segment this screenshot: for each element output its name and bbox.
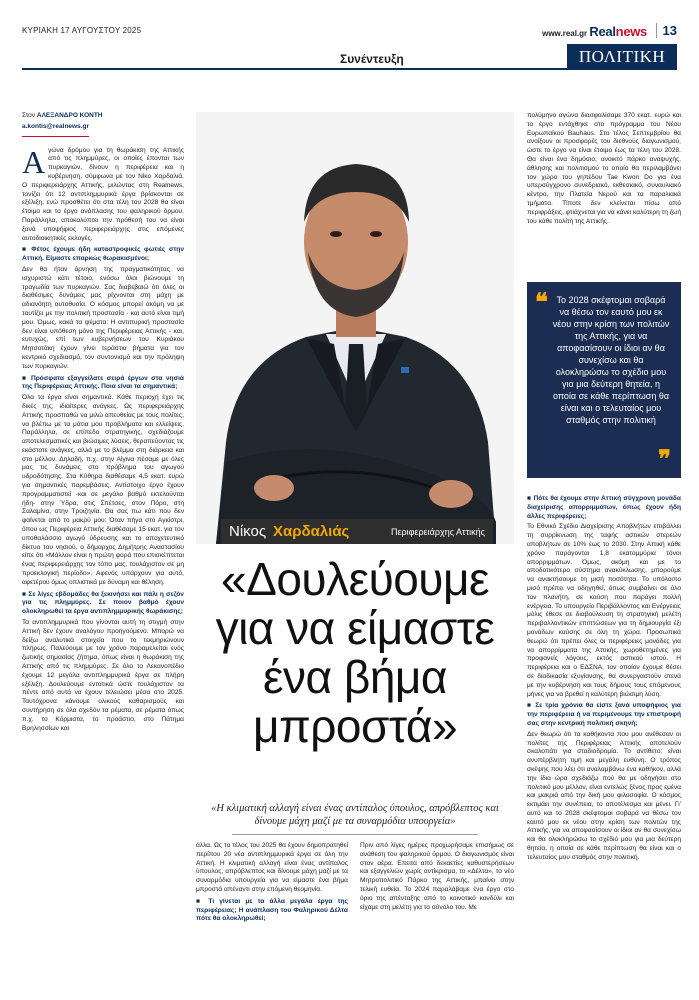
- pull-quote: [527, 282, 681, 478]
- question-3: ■ Σε λίγες εβδομάδες θα ξεκινήσει και πάλι η σεζόν για τις πλημμύρες. Σε ποιον βαθμό έχουν ολοκληρωθεί τα έργα αντιπλημμυρικής θωράκισης;: [22, 591, 184, 617]
- mid-column-2: [360, 842, 514, 992]
- quote-open-icon: ❝: [535, 290, 548, 316]
- question-2: ■ Πρόσφατα εξαγγείλατε σειρά έργων στα νησιά της Περιφέρειας Αττικής. Ποια είναι τα σημαντικά;: [22, 375, 184, 393]
- name-first: Νίκος: [229, 523, 267, 540]
- issue-date: ΚΥΡΙΑΚΗ 17 ΑΥΓΟΥΣΤΟΥ 2025: [22, 26, 142, 35]
- name-caption: [221, 519, 493, 544]
- section-politics-label: ΠΟΛΙΤΙΚΗ: [567, 44, 677, 70]
- mid-column-1: [196, 842, 348, 992]
- mid-paragraph: άλλα. Ως το τέλος του 2025 θα έχουν δημοπρατηθεί περίπου 20 νέα αντιπλημμυρικά έργα σε όλη την Αττική. Η κλιματική αλλαγή είναι ένας αντίπαλος ύπουλος, απρόβλεπτος και δίνουμε μάχη μαζί με τα συναρμόδια υπουργεία για να είμαστε ένα βήμα μπροστά απέναντι στην επόμενη θεομηνία.: [196, 842, 348, 893]
- headline-line: «Δουλεύουμε: [221, 553, 489, 605]
- answer-6: Δεν θεωρώ ότι τα καθήκοντα που μου ανέθεσαν οι πολίτες της Περιφέρειας Αττικής αποτελούν σκαλοπάτι για σταδιοδρομία. Το αντίθετο: είναι ανυπέρβλητη τιμή και μεγάλη ευθύνη. Ο τρόπος σκέψης που λέει ότι αναλαμβάνω ένα καθήκον, αλλά την ίδια ώρα σχεδιάζω πού θα με οδηγήσει στο πολιτικό μου μέλλον, είναι εντελώς ξένος προς εμένα και μακριά από την δική μου φιλοσοφία. Ο κόσμος εκτιμάει την συνέπεια, το αποτέλεσμα και μένει. Γι' αυτό και το 2028 σκέφτομαι σοβαρά να θέσω τον εαυτό μου εκ νέου στην κρίση των πολιτών της Αττικής, για να αποφασίσουν οι ίδιοι αν θα συνεχίσω και θα ολοκληρώσω το σχέδιό μου για μια δεύτερη θητεία, η οποία σε κάθε περίπτωση θα είναι και ο τελευταίος μου σταθμός στην πολιτική.: [527, 730, 681, 861]
- quote-close-icon: ❞: [658, 447, 671, 473]
- brand: [542, 24, 647, 39]
- author-email[interactable]: a.kontis@realnews.gr: [22, 123, 89, 137]
- role-title: Περιφερειάρχης Αττικής: [391, 527, 485, 537]
- deck-divider: [232, 834, 478, 835]
- name-last: Χαρδαλιάς: [273, 523, 350, 540]
- question-1: ■ Φέτος έχουμε ήδη καταστροφικές φωτιές στην Αττική. Είμαστε επαρκώς θωρακισμένοι;: [22, 246, 184, 264]
- right-paragraph: πολύμηνο αγώνα διασφαλίσαμε 370 εκατ. ευρώ και το έργο εντάχθηκε στο πρόγραμμα του Νέου Ευρωπαϊκού Bauhaus. Στο τέλος Σεπτεμβρίου θα ανοίξουν οι προσφορές του διεθνούς διαγωνισμού, ώστε το έργο να είναι έτοιμο έως τα τέλη του 2028. Θα είναι ένα δημόσιο, ανοικτό πάρκο αναψυχής, άθλησης και πολιτισμού το οποίο θα περιλαμβάνει τον χώρο του γηπέδου Tae Kwon Do για ένα υπερσύγχρονο συνεδριακό, εκθεσιακό, συναυλιακό κέντρο, την Πλατεία Νερού και τα παραλιακά τμήματα. Τίποτε δεν κλείνεται πίσω από περιφράξεις, φτιάχνεται για να κάνει καλύτερη τη ζωή του κάθε πολίτη της Αττικής.: [527, 112, 681, 225]
- site-url[interactable]: www.real.gr: [542, 29, 588, 38]
- dropcap: Α: [22, 143, 46, 180]
- masthead: [22, 24, 677, 40]
- section-bar: [22, 44, 677, 70]
- deck-quote: «Η κλιματική αλλαγή είναι ένας αντίπαλος ύπουλος, απρόβλεπτος και δίνουμε μάχη μαζί με τα συναρμόδια υπουργεία»: [211, 803, 499, 827]
- right-column-top: [527, 112, 681, 277]
- mid-paragraph: Πριν από λίγες ημέρες προχωρήσαμε επισήμως σε ανάθεση του φαληρικού όρμου. Ο διαγωνισμός είναι στον αέρα. Επειτα από δεκαετίες καθυστερήσεων και εξαγγελιών χωρίς αντίκρισμα, το «Δέλτα», το νέο Μητροπολιτικό Πάρκο της Αττικής, μπαίνει στην τελική ευθεία. Το 2024 παραλάβαμε ένα έργο στο όριο της απένταξης από το κοινοτικό κονδύλι και είχαμε στη μελέτη για το σύνολο του. Με: [360, 842, 514, 911]
- portrait-illustration: [196, 112, 514, 544]
- right-column-lower: [527, 492, 681, 992]
- answer-1: Δεν θα ήταν άρνηση της πραγματικότητας να ισχυριστώ κάτι τέτοιο, ενόσω όλοι βιώνουμε τη τραγωδία των πυρκαγιών. Σας διαβεβαιώ ότι όλες οι διαθέσιμες δυνάμεις μας ρίχνονται στη μάχη με αδιανόητη αυτοθυσία. Ο κόσμος μπορεί ακόμη να με ταυτίζει με την πολιτική προστασία - και αυτό είναι τιμή μου. Όμως, κακά τα ψέματα: Η αντιπυρική προστασία δεν είναι υπόθεση μόνο της Περιφέρειας Αττικής - και, ευτυχώς, επί των κυβερνήσεων του Κυριάκου Μητσοτάκη έχουν γίνει τεράστια βήματα για τον κεντρικό σχεδιασμό, τον συντονισμό και την πρόληψη των πυρκαγιών.: [22, 265, 184, 370]
- headline: [196, 555, 514, 805]
- author-name: ΑΛΕΞΑΝΔΡΟ ΚΟΝΤΗ: [36, 112, 103, 119]
- page-number: 13: [656, 23, 677, 38]
- question-6: ■ Σε τρία χρόνια θα είστε ξανά υποψήφιος για την περιφέρεια ή να περιμένουμε την επιστροφή σας στην κεντρική πολιτική σκηνή;: [527, 702, 681, 728]
- answer-2: Όλα τα έργα είναι σημαντικά. Κάθε περιοχή έχει τις δικές της, ιδιαίτερες ανάγκες. Ως περιφερειάρχης Αττικής προσπαθώ να μιλώ απευθείας με τους πολίτες, να βλέπω με τα μάτια μου προβλήματα και ελλείψεις. Παράλληλα, σε επίπεδο στρατηγικής, σχεδιάζουμε αποτελεσματικές και βιώσιμες λύσεις, θεραπεύοντας τις εκάστοτε ανάγκες, αλλά με το βλέμμα στη διάρκεια και στο μέλλον. Δηλαδή, π.χ. στην Αίγινα πέσαμε με όλες μας τις δυνάμεις στο πρόβλημα του αγωγού υδροδότησης. Στα Κύθηρα διαθέσαμε 4,5 εκατ. ευρώ για σημαντικές παρεμβάσεις. Αντίστοιχο έργο έχουν προγραμματιστεί -και σε μεγάλο βαθμό εκτελούνται ήδη- στην Ύδρα, στις Σπέτσες, στον Πόρο, στη Σαλαμίνα, στην Τροιζηνία. Θα σας πω κάτι που δεν φαίνεται από το μακρύ μου: Όταν πήγα στο Αγκίστρι, όπου ως Περιφέρεια Αττικής διαθέσαμε 15 εκατ. για τον υποθαλάσσιο αγωγό ύδρευσης και το αποχετευτικό δίκτυο του νησιού, ο δήμαρχος Δημήτρης Αναστασίου είπε ότι «Μάλλον είναι η πρώτη φορά που επισκέπτεται ένας περιφερειάρχης τον τόπο μας, τουλάχιστον σε μη προεκλογική περίοδο». Αφενός υπάρχουν για αυτό, αφετέρου όμως οπλιστικά με δύναμη και θέληση.: [22, 394, 184, 586]
- question-5: ■ Πότε θα έχουμε στην Αττική σύγχρονη μονάδα διαχείρισης απορριμμάτων, όπως έχουν ήδη άλλες περιφέρειες;: [527, 495, 681, 521]
- headline-line: ένα βήμα: [262, 651, 448, 703]
- left-column: [22, 112, 184, 992]
- headline-line: για να είμαστε: [215, 602, 495, 654]
- intro-paragraph: Αγώνα δρόμου για τη θωράκιση της Αττικής από τις πλημμύρες, οι οποίες έπονται των πυρκαγιών, δίνουν η περιφέρεια και η κυβέρνηση, σύμφωνα με τον Νίκο Χαρδαλιά. Ο περιφερειάρχης Αττικής, μιλώντας στη Realnews, τονίζει ότι 12 αντιπλημμυρικά έργα βρίσκονται σε εξέλιξη, ενώ προσθέτει ότι στα τέλη του 2028 θα είναι έτοιμο και το έργο ανάπλασης του φαληρικού όρμου. Παράλληλα, αποκαλύπτει την πρόθεσή του να είναι ξανά υποψήφιος περιφερειάρχης στις επόμενες αυτοδιοικητικές εκλογές.: [22, 143, 184, 242]
- headline-line: μπροστά»: [252, 700, 458, 752]
- question-4: ■ Τι γίνεται με τα άλλα μεγάλα έργα της περιφέρειας; Η ανάπλαση του Φαληρικού Δέλτα πότε θα ολοκληρωθεί;: [196, 898, 348, 924]
- answer-5: Το Εθνικό Σχέδιο Διαχείρισης Αποβλήτων επιβάλλει τη συρρίκνωση της ταφής αστικών στερεών αποβλήτων σε 10% έως το 2030. Στην Αττική κάθε χρόνο παράγονται 1,8 εκατομμύρια τόνοι απορριμμάτων. Όμως, ακόμη και με το αποδοτικότερο σύστημα ανακύκλωσης, μπορούμε να ανακτήσουμε τη μισή ποσότητα. Το υπόλοιπο μισό πρέπει να οδηγηθεί, όπως συμβαίνει σε όλο τον πλανήτη, σε καύση που παράγει πολλή ενέργεια. Το υπουργείο Περιβάλλοντος και Ενέργειας μόλις έθεσε σε διαβούλευση τη στρατηγική μελέτη περιβαλλοντικών επιπτώσεων για τη δημιουργία έξι μονάδων καύσης σε όλη τη χώρα. Προσωπικά θεωρώ ότι πρέπει όλες οι περιφέρειες μονάδες για να απορρίμματα της Αττικής, χωροθετημένες για προφανείς λόγους, εκτός αστικού ιστού. Η περιφέρεια και ο ΕΔΣΝΑ, τον οποίον έχουμε θέσει σε διαδικασία εξυγίανσης, θα συνεργαστούν στενά με την κυβέρνηση και τους δήμους τους επόμενους μήνες για να βρεθεί η καλύτερη βιώσιμη λύση.: [527, 523, 681, 698]
- pull-quote-text: Το 2028 σκέφτομαι σοβαρά να θέσω τον εαυτό μου εκ νέου στην κρίση των πολιτών της Αττικής, για να αποφασίσουν οι ίδιοι αν θα συνεχίσω και θα ολοκληρώσω το σχέδιο μου για μια δεύτερη θητεία, η οποία σε κάθε περίπτωση θα είναι και ο τελευταίος μου σταθμός στην πολιτική: [552, 295, 670, 425]
- answer-3: Τα αντιπλημμυρικά που γίνονται αυτή τη στιγμή στην Αττική δεν έχουν αναλόγου προηγούμενο. Μπορώ να δείξω αναλυτικά στοιχεία που το τεκμηριώνουν πλήρως. Παλεύουμε με τον χρόνο παραμελείται ενός ζωτικής σημασίας ζήτημα, όπως είναι η θωράκιση της Αττικής από τις πλημμύρες. Σε όλο το Λεκανοπέδιο έχουμε 12 μεγάλα αντιπλημμυρικά έργα σε πλήρη εξέλιξη. Δουλεύουμε εντατικά ώστε τουλάχιστον τα πέντε από αυτά να έχουν τελειώσει μέσα στο 2025. Ταυτόχρονα κάνουμε ολικούς καθαρισμούς και συντήρηση σε όλα σχεδόν τα ρέματα, σε ρέματα όπως π.χ. το Κόρμιστα, το προάστιο, στο Πάτημα Βρηλησσίων και: [22, 619, 184, 732]
- realnews-logo: Realnews: [589, 24, 647, 39]
- portrait-photo: [196, 112, 514, 544]
- byline: Στον ΑΛΕΞΑΝΔΡΟ ΚΟΝΤΗ: [22, 112, 103, 119]
- section-interview-label: Συνέντευξη: [340, 52, 404, 66]
